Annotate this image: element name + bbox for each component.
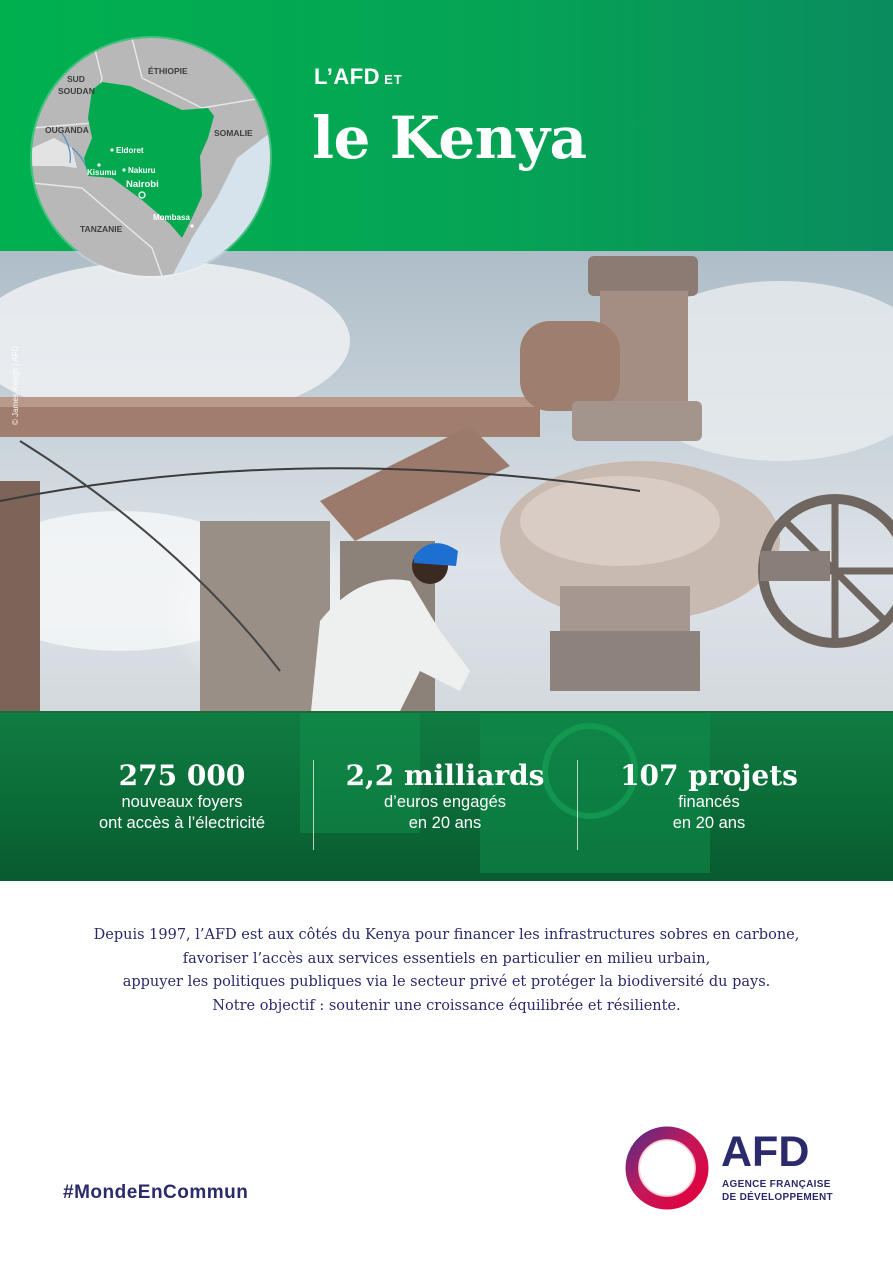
city-eldoret: Eldoret	[116, 146, 144, 155]
valve-flange-2	[560, 586, 690, 631]
map-label-ouganda: OUGANDA	[45, 125, 89, 135]
pipe-top-flange	[588, 256, 698, 296]
map-label-ethiopie: ÉTHIOPIE	[148, 66, 188, 76]
stat-divider-2	[577, 760, 578, 850]
afd-logo-line2: DE DÉVELOPPEMENT	[722, 1192, 833, 1203]
intro-line-4: Notre objectif : soutenir une croissance équilibrée et résiliente.	[212, 997, 681, 1014]
stat-value: 107 projets	[620, 759, 798, 792]
stat-line2: ont accès à l’électricité	[99, 814, 265, 832]
valve-body-highlight	[520, 476, 720, 566]
intro-line-3: appuyer les politiques publiques via le secteur privé et protéger la biodiversité du pays.	[122, 974, 771, 990]
afd-logo	[623, 1124, 843, 1214]
map-label-sud: SUD	[67, 74, 85, 84]
page-title: le Kenya	[312, 104, 587, 172]
intro-line-2: favoriser l’accès aux services essentiels en particulier en milieu urbain,	[182, 950, 711, 967]
title-et: ET	[384, 72, 403, 87]
stat-funding	[320, 760, 570, 834]
kenya-map	[32, 38, 270, 276]
intro-paragraph	[40, 924, 853, 1018]
afd-logo-name: AFD	[721, 1128, 810, 1176]
kisumu-dot	[97, 163, 100, 166]
pipe-elbow	[520, 321, 620, 411]
stat-line1: nouveaux foyers	[121, 793, 243, 811]
pipe-highlight	[0, 397, 540, 407]
photo-credit: © James Keogh | AFD	[11, 345, 20, 425]
map-label-soudan: SOUDAN	[58, 86, 95, 96]
stat-divider-1	[313, 760, 314, 850]
stat-line2: en 20 ans	[408, 814, 482, 832]
city-mombasa: Mombasa	[153, 213, 190, 222]
map-label-somalie: SOMALIE	[214, 128, 253, 138]
map-label-tanzanie: TANZANIE	[80, 224, 123, 234]
stat-value: 275 000	[118, 759, 246, 792]
valve-flange-3	[550, 631, 700, 691]
title-small	[314, 64, 403, 90]
afd-logo-line1: AGENCE FRANÇAISE	[722, 1179, 831, 1190]
wheel-shaft	[760, 551, 830, 581]
city-nairobi: Nairobi	[126, 179, 159, 190]
city-kisumu: Kisumu	[87, 168, 117, 177]
stat-projects	[584, 760, 834, 834]
stat-line1: d’euros engagés	[383, 793, 506, 811]
hashtag: #MondeEnCommun	[63, 1182, 249, 1203]
intro-line-1: Depuis 1997, l’AFD est aux côtés du Kenya pour financer les infrastructures sobres en carbone,	[93, 927, 800, 943]
stat-line2: en 20 ans	[672, 814, 746, 832]
stat-households	[57, 760, 307, 834]
tower-1	[200, 521, 330, 711]
stat-line1: financés	[678, 793, 740, 811]
valve-flange-1	[572, 401, 702, 441]
mombasa-dot	[190, 224, 193, 227]
title-afd: L’AFD	[314, 64, 381, 89]
eldoret-dot	[110, 148, 113, 151]
afd-logo-ring-icon	[623, 1124, 715, 1216]
city-nakuru: Nakuru	[128, 166, 156, 175]
tower-3	[0, 481, 40, 721]
nakuru-dot	[122, 168, 125, 171]
stat-value: 2,2 milliards	[345, 759, 545, 792]
